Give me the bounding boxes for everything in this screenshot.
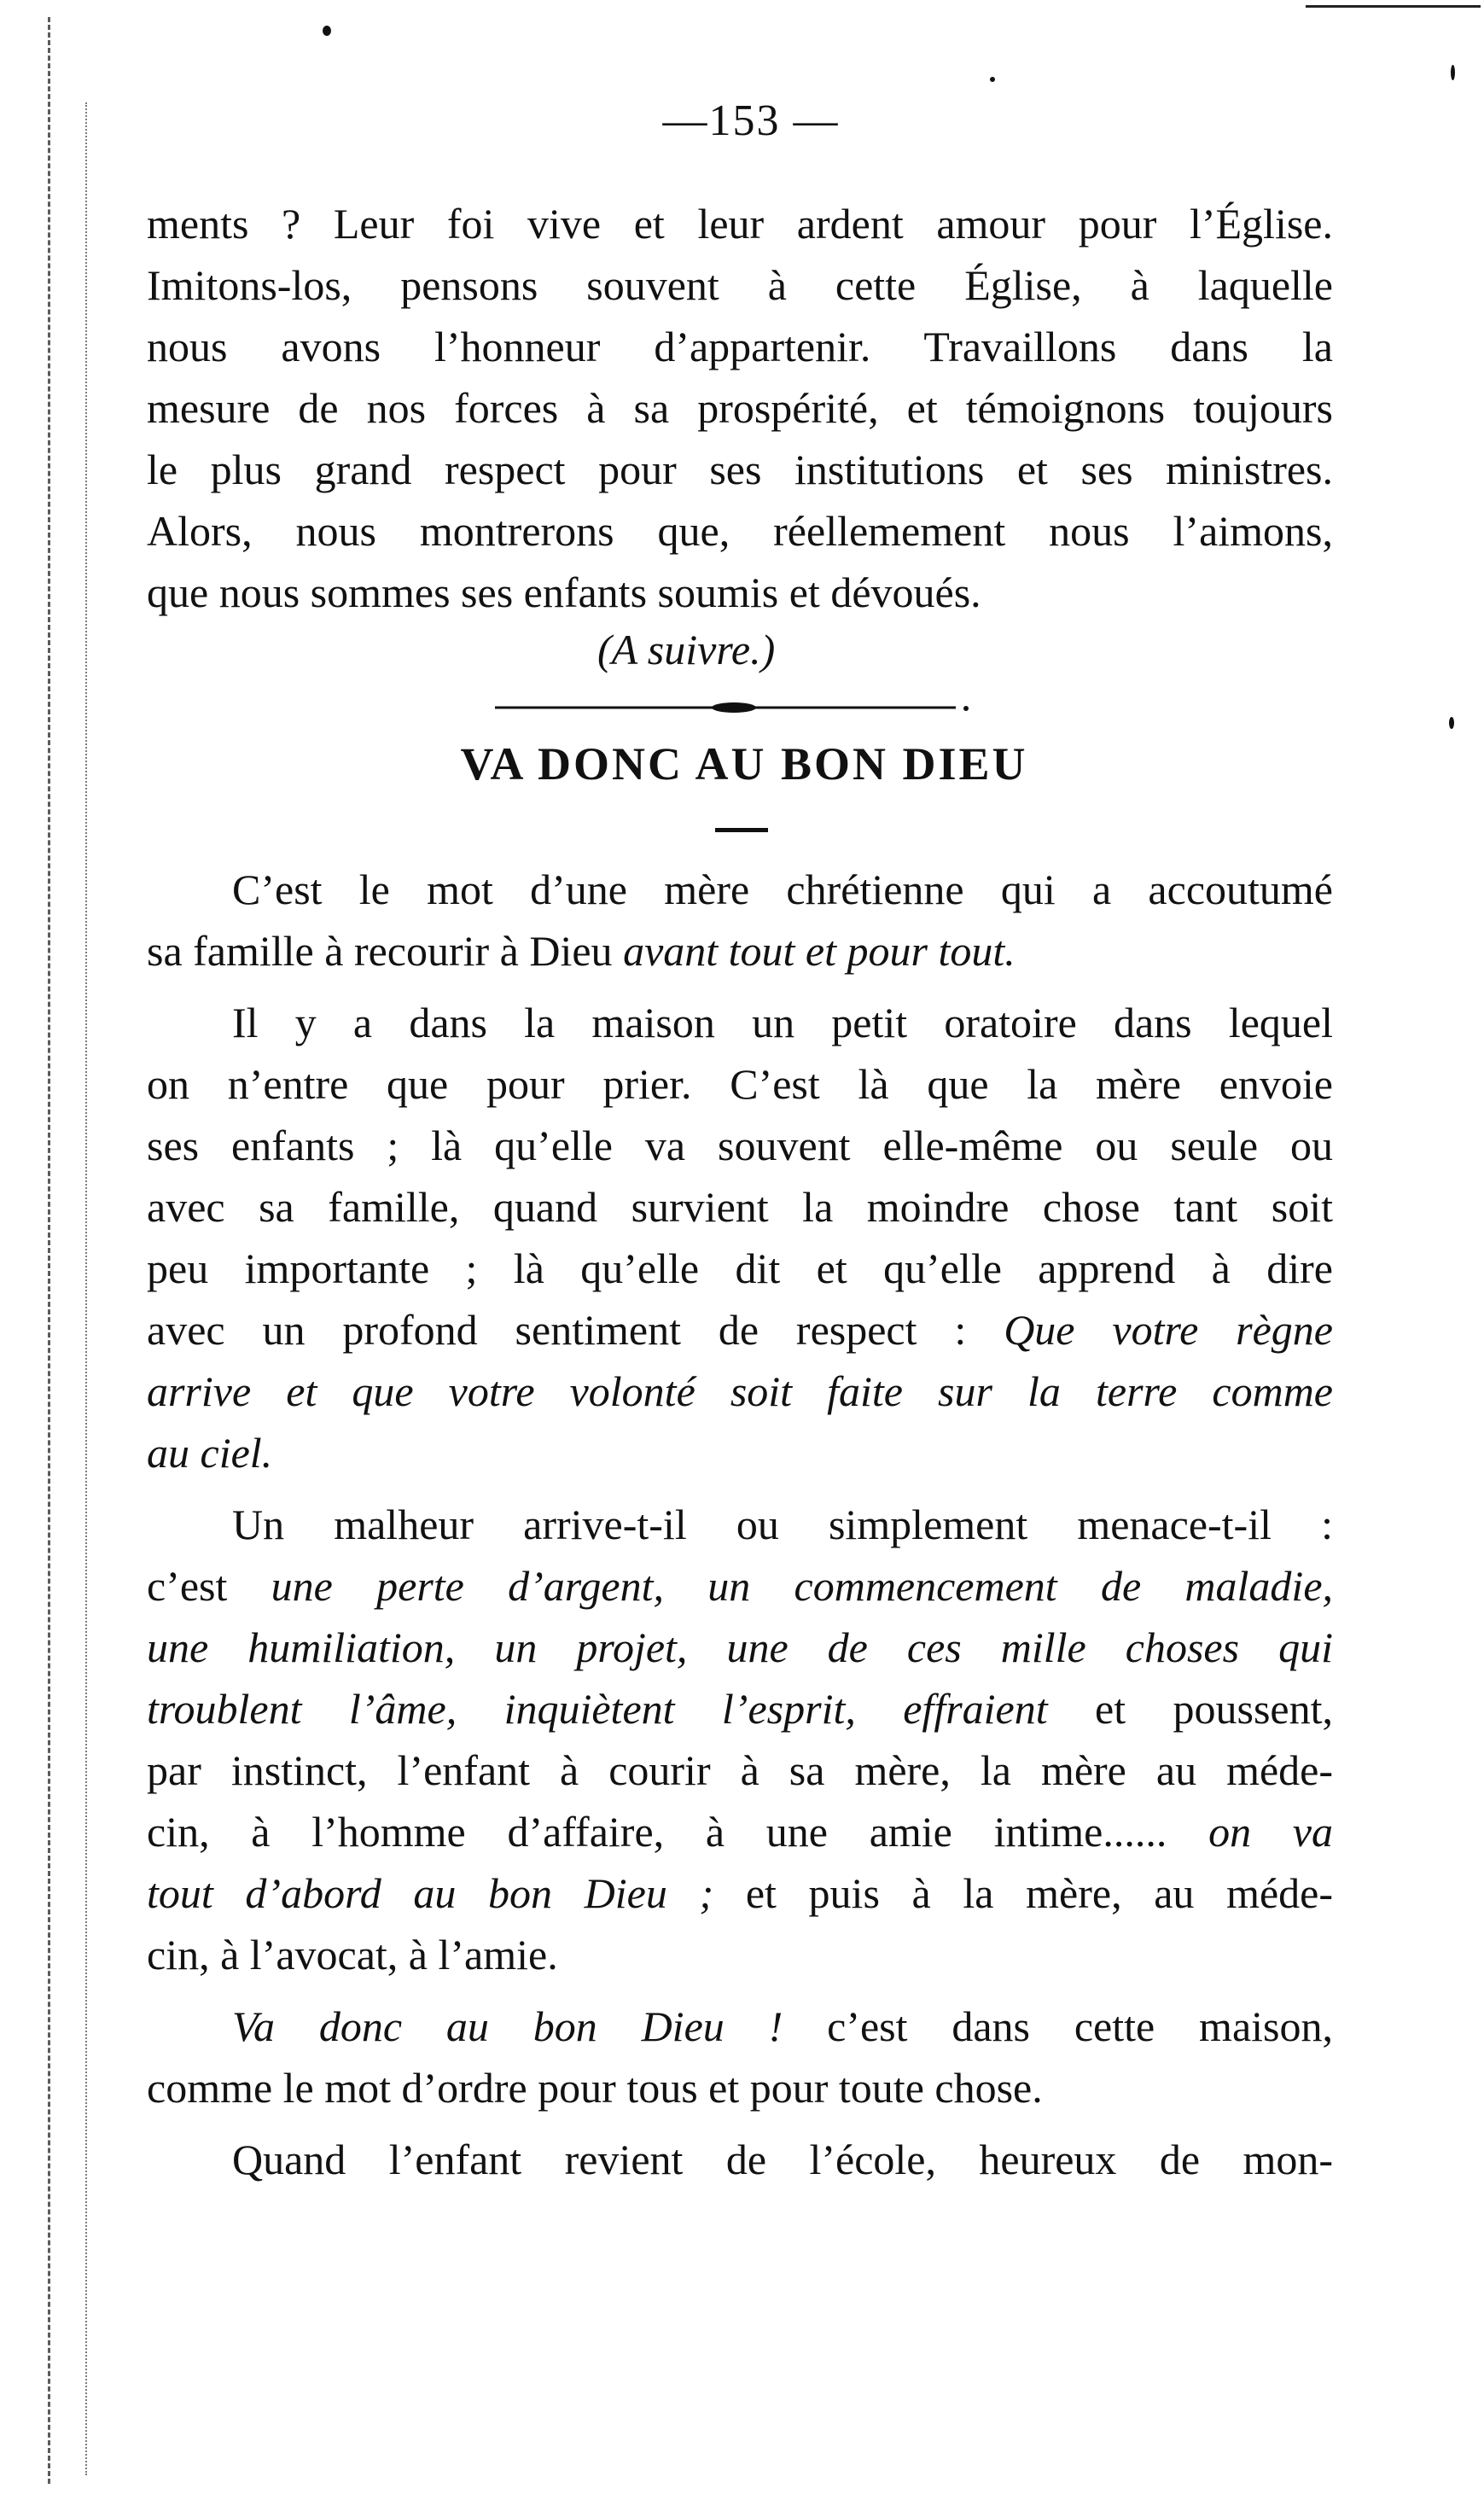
text-line: cin, à l’avocat, à l’amie. [147,1931,558,1978]
ink-speck [1451,65,1455,80]
text-line: nous avons l’honneur d’appartenir. Travaillons dans la [147,323,1333,370]
text-line: Alors, nous montrerons que, réellemement nous l’aimons, [147,507,1333,555]
ink-speck [990,77,995,82]
page-number: —153 — [662,96,840,145]
text-run: cin, à l’homme d’affaire, à une amie intime...... [147,1808,1167,1856]
paragraph-5 [147,2129,1333,2190]
italic-run: une perte d’argent, un commencement de maladie, [271,1562,1334,1610]
text-line [147,1862,1333,1924]
italic-run: une humiliation, un projet, une de ces mille choses qui [147,1623,1333,1671]
text-line [147,1555,1333,1617]
text-line [147,1361,1333,1422]
text-run: avec un profond sentiment de respect : [147,1306,967,1354]
text-run: sa famille à recourir à Dieu [147,927,613,975]
intro-paragraph [147,193,1333,623]
scan-binding-edge [48,17,50,2484]
scan-binding-shadow [85,102,87,2475]
text-line: on n’entre que pour prier. C’est là que la mère envoie [147,1060,1333,1108]
text-line: avec sa famille, quand survient la moindre chose tant soit [147,1183,1333,1231]
text-line: Imitons-los, pensons souvent à cette Église, à laquelle [147,261,1333,309]
italic-run: Va donc au bon Dieu ! [232,2002,783,2050]
article-body [147,859,1333,2200]
text-line: Il y a dans la maison un petit oratoire dans lequel [232,999,1333,1046]
text-line: ses enfants ; là qu’elle va souvent elle-même ou seule ou [147,1122,1333,1169]
text-line: que nous sommes ses enfants soumis et dévoués. [147,568,981,616]
paragraph-2 [147,992,1333,1483]
ink-speck [1449,717,1454,729]
text-line [147,1996,1333,2057]
italic-run: au ciel. [147,1429,273,1477]
text-line: peu importante ; là qu’elle dit et qu’elle apprend à dire [147,1244,1333,1292]
text-line: ments ? Leur foi vive et leur ardent amour pour l’Église. [147,200,1333,248]
text-line: Quand l’enfant revient de l’école, heureux de mon- [232,2136,1333,2183]
section-divider-ornament [495,702,973,714]
title-rule [715,828,768,832]
text-line [147,1678,1333,1740]
scan-top-edge [1306,5,1481,8]
text-run: c’est dans cette maison, [827,2002,1333,2050]
text-line: le plus grand respect pour ses institutions et ses ministres. [147,446,1333,493]
italic-run: troublent l’âme, inquiètent l’esprit, effraient [147,1685,1048,1733]
text-line [147,1299,1333,1361]
text-line [147,1801,1333,1862]
italic-run: avant tout et pour tout. [623,927,1016,975]
to-be-continued: (A suivre.) [597,626,776,673]
text-line: mesure de nos forces à sa prospérité, et témoignons toujours [147,384,1333,432]
text-line: comme le mot d’ordre pour tous et pour toute chose. [147,2064,1043,2112]
text-line: par instinct, l’enfant à courir à sa mère, la mère au méde- [147,1746,1333,1794]
text-line: C’est le mot d’une mère chrétienne qui a accoutumé [232,865,1333,913]
text-run: c’est [147,1562,228,1610]
text-run: et puis à la mère, au méde- [745,1869,1333,1917]
text-line [147,920,1333,982]
text-line: Un malheur arrive-t-il ou simplement menace-t-il : [232,1501,1333,1548]
italic-run: arrive et que votre volonté soit faite sur la terre comme [147,1367,1333,1415]
paragraph-1 [147,859,1333,982]
text-line [147,1422,1333,1483]
ink-speck [323,26,331,36]
italic-run: tout d’abord au bon Dieu ; [147,1869,714,1917]
article-title: VA DONC AU BON DIEU [460,738,1028,790]
paragraph-3 [147,1494,1333,1985]
italic-run: Que votre règne [1004,1306,1333,1354]
text-line [147,1617,1333,1678]
paragraph-4 [147,1996,1333,2118]
text-run: et poussent, [1095,1685,1333,1733]
italic-run: on va [1208,1808,1333,1856]
